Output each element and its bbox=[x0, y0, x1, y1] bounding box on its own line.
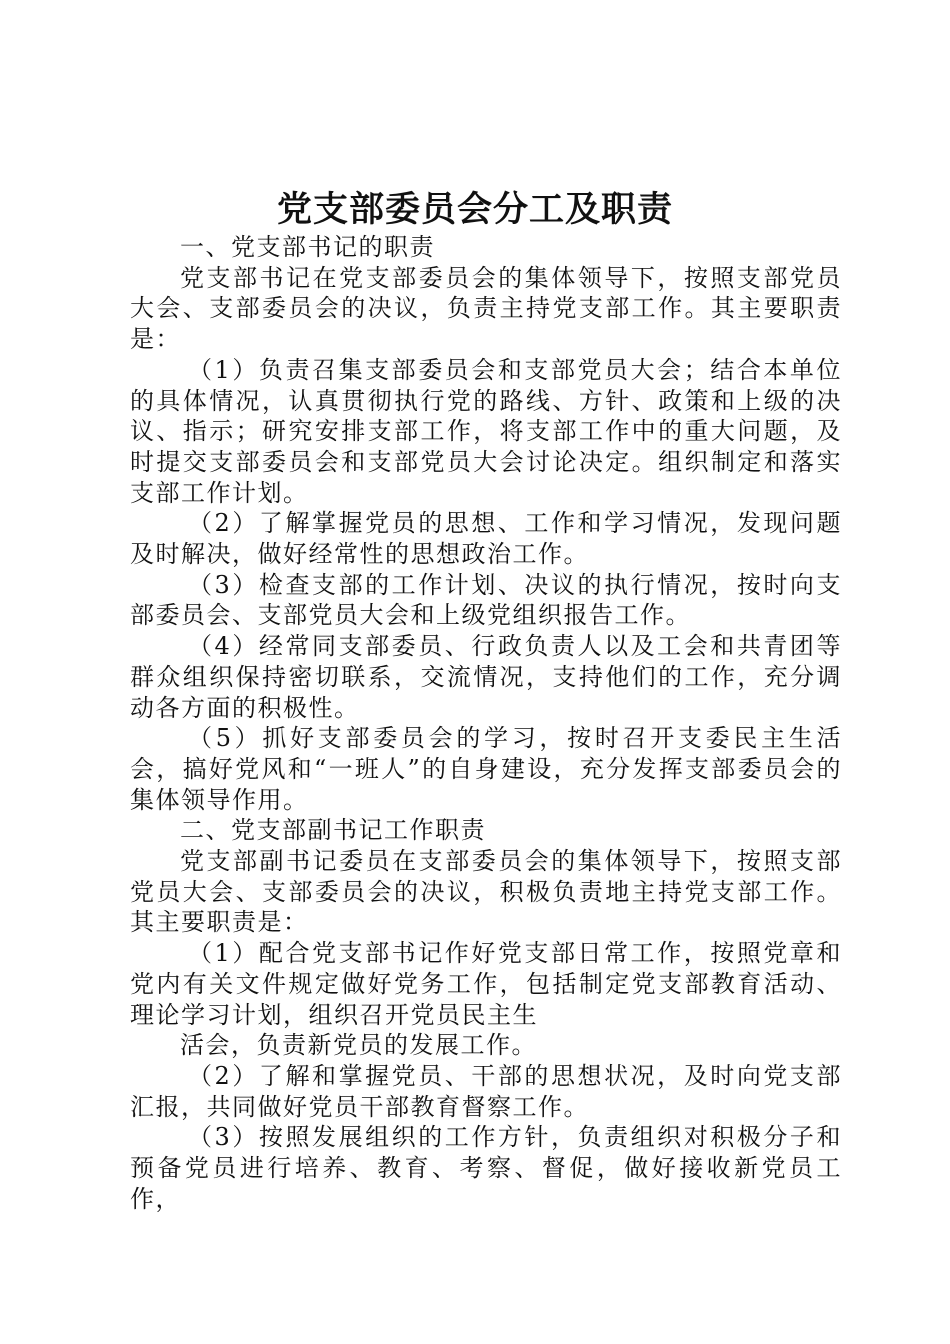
section-heading: 一、党支部书记的职责 bbox=[180, 233, 435, 261]
paragraph: （4）经常同支部委员、行政负责人以及工会和共青团等群众组织保持密切联系，交流情况，支持他们的工作，充分调动各方面的积极性。 bbox=[130, 632, 842, 722]
paragraph: （1）负责召集支部委员会和支部党员大会；结合本单位的具体情况，认真贯彻执行党的路线、方针、政策和上级的决议、指示；研究安排支部工作，将支部工作中的重大问题，及时提交支部委员会和支部党员大会讨论决定。组织制定和落实支部工作计划。 bbox=[130, 355, 842, 507]
paragraph: 活会，负责新党员的发展工作。 bbox=[180, 1031, 537, 1060]
paragraph: 党支部书记在党支部委员会的集体领导下，按照支部党员大会、支部委员会的决议，负责主持党支部工作。其主要职责是： bbox=[130, 263, 842, 354]
document-body bbox=[130, 232, 842, 1215]
paragraph: （2）了解和掌握党员、干部的思想状况，及时向党支部汇报，共同做好党员干部教育督察工作。 bbox=[130, 1061, 842, 1121]
paragraph: （3）按照发展组织的工作方针，负责组织对积极分子和预备党员进行培养、教育、考察、督促，做好接收新党员工作， bbox=[130, 1123, 842, 1213]
paragraph: （3）检查支部的工作计划、决议的执行情况，按时向支部委员会、支部党员大会和上级党组织报告工作。 bbox=[130, 570, 842, 630]
section-heading: 二、党支部副书记工作职责 bbox=[180, 816, 486, 845]
paragraph: 党支部副书记委员在支部委员会的集体领导下，按照支部党员大会、支部委员会的决议，积极负责地主持党支部工作。其主要职责是： bbox=[130, 847, 842, 937]
document-title: 党支部委员会分工及职责 bbox=[276, 189, 673, 230]
paragraph: （2）了解掌握党员的思想、工作和学习情况，发现问题及时解决，做好经常性的思想政治工作。 bbox=[130, 509, 842, 569]
paragraph: （5）抓好支部委员会的学习，按时召开支委民主生活会，搞好党风和“一班人”的自身建设，充分发挥支部委员会的集体领导作用。 bbox=[130, 724, 842, 814]
paragraph: （1）配合党支部书记作好党支部日常工作，按照党章和党内有关文件规定做好党务工作，包括制定党支部教育活动、理论学习计划，组织召开党员民主生 bbox=[130, 939, 842, 1029]
